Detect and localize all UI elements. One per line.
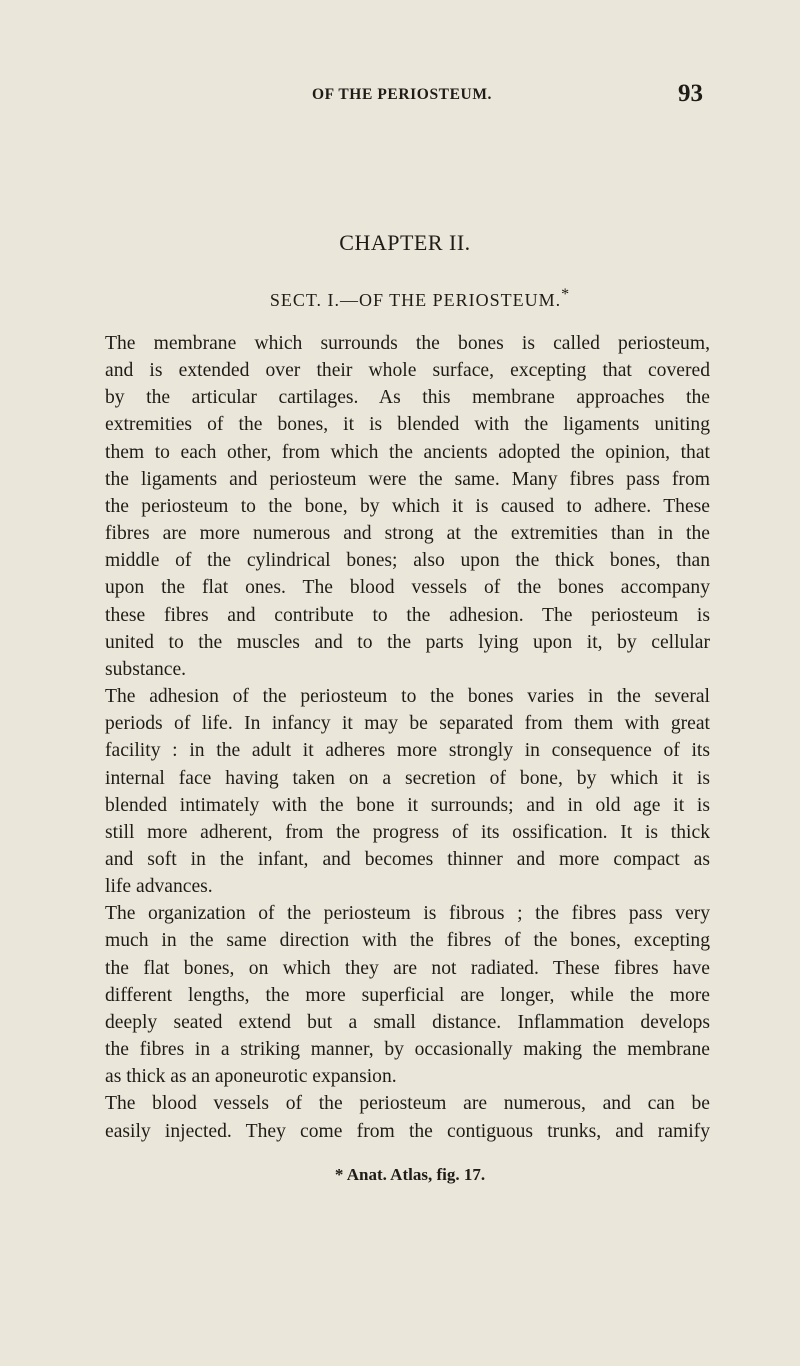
text-line: the periosteum to the bone, by which it is caused to adhere. These <box>105 495 710 517</box>
text-line: deeply seated extend but a small distance. Inflammation develops <box>105 1011 710 1033</box>
running-head <box>0 80 800 110</box>
running-title: OF THE PERIOSTEUM. <box>312 86 493 103</box>
text-line: by the articular cartilages. As this membrane approaches the <box>105 387 710 409</box>
paragraph-3 <box>105 900 710 1090</box>
paragraph-2 <box>105 683 710 900</box>
page-number: 93 <box>678 80 703 107</box>
text-line: the ligaments and periosteum were the same. Many fibres pass from <box>105 468 710 490</box>
footnote: * Anat. Atlas, fig. 17. <box>334 1165 486 1184</box>
text-line: upon the flat ones. The blood vessels of the bones accompany <box>105 577 710 599</box>
text-line: much in the same direction with the fibres of the bones, excepting <box>105 930 710 952</box>
text-line: middle of the cylindrical bones; also upon the thick bones, than <box>105 550 710 572</box>
text-line: and is extended over their whole surface, excepting that covered <box>105 360 710 382</box>
text-line: The blood vessels of the periosteum are numerous, and can be <box>105 1093 710 1115</box>
paragraph-4 <box>105 1090 710 1144</box>
text-line: extremities of the bones, it is blended with the ligaments uniting <box>105 414 710 436</box>
text-line: the flat bones, on which they are not radiated. These fibres have <box>105 957 710 979</box>
footnote-marker: * <box>561 286 571 303</box>
text-line: The adhesion of the periosteum to the bones varies in the several <box>105 686 710 708</box>
text-line: blended intimately with the bone it surrounds; and in old age it is <box>105 794 710 816</box>
text-line: periods of life. In infancy it may be separated from them with great <box>105 713 710 735</box>
section-title <box>0 286 800 311</box>
text-line: The membrane which surrounds the bones is called periosteum, <box>105 333 710 354</box>
text-line: as thick as an aponeurotic expansion. <box>105 1066 397 1088</box>
text-line: easily injected. They come from the contiguous trunks, and ramify <box>105 1120 710 1142</box>
text-line: different lengths, the more superficial are longer, while the more <box>105 984 710 1006</box>
text-line: and soft in the infant, and becomes thinner and more compact as <box>105 848 710 870</box>
text-line: these fibres and contribute to the adhesion. The periosteum is <box>105 604 710 626</box>
section-title-text: SECT. I.—OF THE PERIOSTEUM. <box>269 290 562 310</box>
text-line: substance. <box>105 658 187 680</box>
text-line: The organization of the periosteum is fibrous ; the fibres pass very <box>105 903 710 925</box>
text-line: internal face having taken on a secretion of bone, by which it is <box>105 767 710 789</box>
body-text <box>105 330 710 1145</box>
text-line: still more adherent, from the progress of its ossification. It is thick <box>105 821 710 843</box>
chapter-title: CHAPTER II. <box>339 230 471 255</box>
paragraph-1 <box>105 330 710 683</box>
text-line: fibres are more numerous and strong at the extremities than in the <box>105 523 710 545</box>
text-line: them to each other, from which the ancients adopted the opinion, that <box>105 441 710 463</box>
text-line: the fibres in a striking manner, by occasionally making the membrane <box>105 1039 710 1061</box>
text-line: united to the muscles and to the parts lying upon it, by cellular <box>105 631 710 653</box>
text-line: life advances. <box>105 876 213 898</box>
text-line: facility : in the adult it adheres more strongly in consequence of its <box>105 740 710 762</box>
